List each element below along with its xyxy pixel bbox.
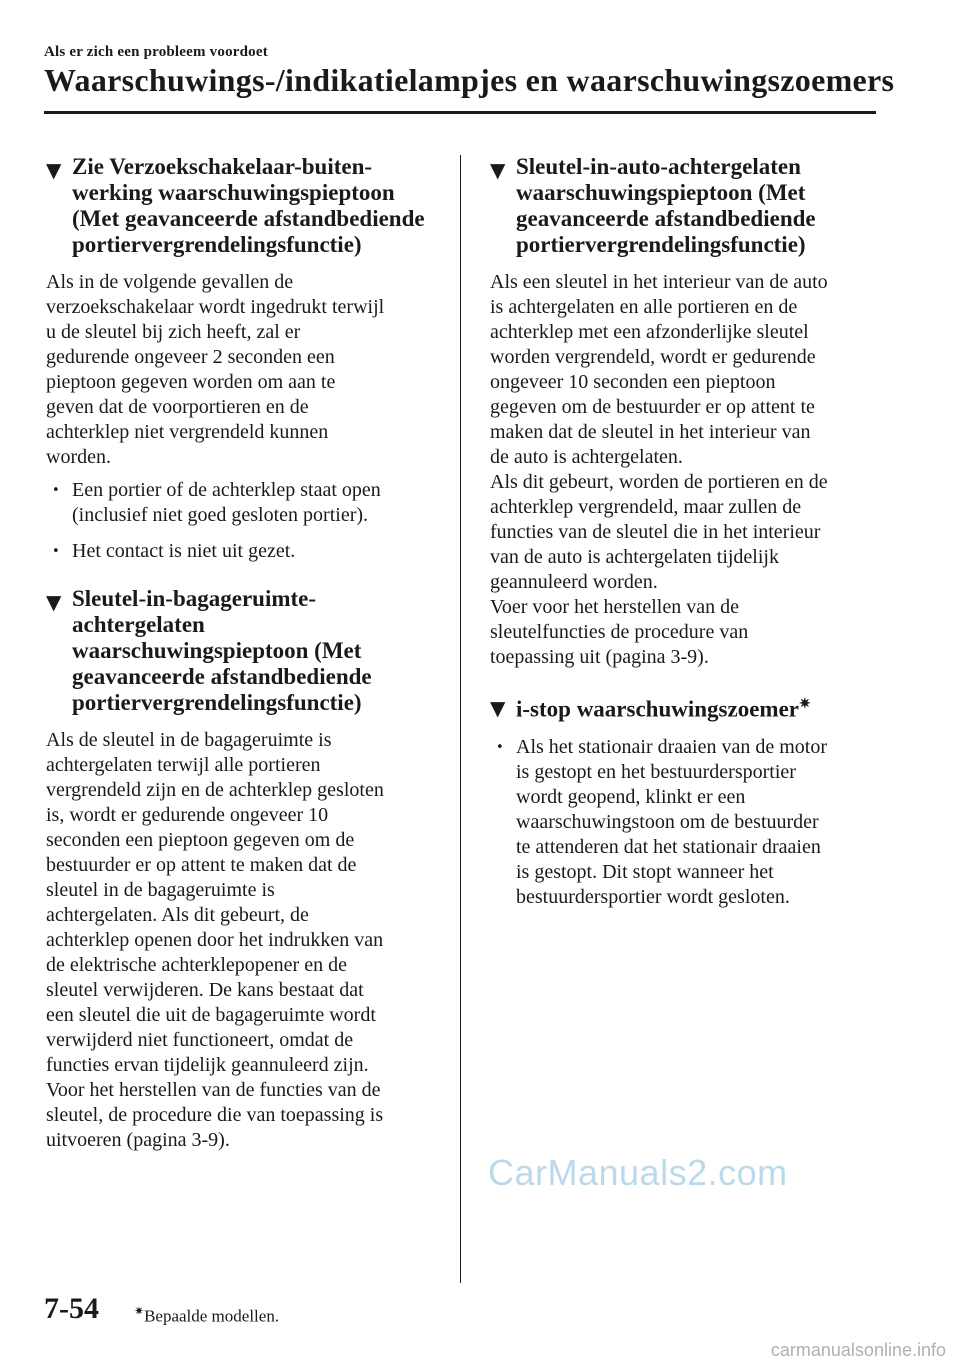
section-title: Zie Verzoekschakelaar-buiten- werking waarschuwingspieptoon (Met geavanceerde afstandbediende portiervergrendelingsfunctie): [72, 154, 425, 257]
list-item: [46, 478, 438, 528]
column-divider: [460, 155, 461, 1283]
section-request-switch-beep: [46, 154, 438, 564]
list-item: [46, 539, 438, 564]
page-number: 7-54: [44, 1292, 99, 1325]
section-body: Als in de volgende gevallen de verzoekschakelaar wordt ingedrukt terwijl u de sleutel bij zich heeft, zal er gedurende ongeveer 2 seconden een pieptoon gegeven worden om aan te geven dat de voorportieren en de achterklep niet vergrendeld kunnen worden.: [46, 271, 385, 468]
site-footer-watermark: carmanualsonline.info: [770, 1340, 946, 1360]
left-column: [46, 154, 438, 1175]
section-key-in-luggage-beep: [46, 586, 438, 1153]
bullet-icon: •: [52, 544, 60, 559]
list-item-text: Een portier of de achterklep staat open (inclusief niet goed gesloten portier).: [72, 479, 381, 526]
breadcrumb: Als er zich een probleem voordoet: [44, 44, 268, 60]
right-column: [490, 154, 882, 932]
bullet-icon: •: [52, 483, 60, 498]
section-title: Sleutel-in-auto-achtergelaten waarschuwingspieptoon (Met geavanceerde afstandbediende portiervergrendelingsfunctie): [516, 154, 816, 257]
section-istop-buzzer: [490, 692, 882, 910]
triangle-marker-icon: ▼: [46, 590, 62, 614]
section-body: Als een sleutel in het interieur van de auto is achtergelaten en alle portieren en de achterklep met een afzonderlijke sleutel worden vergrendeld, wordt er gedurende ongeveer 10 seconden een pieptoon gegeven om de bestuurder er op attent te maken dat de sleutel in het interieur van de auto is achtergelaten. Als dit gebeurt, worden de portieren en de achterklep vergrendeld, maar zullen de functies van de sleutel die in het interieur van de auto is achtergelaten tijdelijk geannuleerd worden. Voer voor het herstellen van de sleutelfuncties de procedure van toepassing uit (pagina 3-9).: [490, 271, 828, 668]
footnote-text: Bepaalde modellen.: [144, 1306, 280, 1326]
triangle-marker-icon: ▼: [46, 158, 62, 182]
footnote: [134, 1304, 279, 1327]
star-icon: ✷: [134, 1304, 145, 1318]
list-item-text: Het contact is niet uit gezet.: [72, 540, 296, 562]
triangle-marker-icon: ▼: [490, 158, 506, 182]
bullet-icon: •: [496, 739, 504, 755]
section-title: Sleutel-in-bagageruimte- achtergelaten waarschuwingspieptoon (Met geavanceerde afstandbediende portiervergrendelingsfunctie): [72, 586, 372, 715]
header-rule: [44, 111, 876, 114]
triangle-marker-icon: ▼: [490, 696, 506, 720]
list-item: [490, 735, 882, 910]
section-heading: [46, 154, 438, 258]
chapter-title: Waarschuwings-/indikatielampjes en waarschuwingszoemers: [44, 62, 895, 98]
section-heading: [490, 154, 882, 258]
section-body: Als de sleutel in de bagageruimte is achtergelaten terwijl alle portieren vergrendeld zijn en de achterklep gesloten is, wordt er gedurende ongeveer 10 seconden een pieptoon gegeven om de bestuurder er op attent te maken dat de sleutel in de bagageruimte is achtergelaten. Als dit gebeurt, de achterklep openen door het indrukken van de elektrische achterklepopener en de sleutel verwijderen. De kans bestaat dat een sleutel die uit de bagageruimte wordt verwijderd niet functioneert, omdat de functies ervan tijdelijk geannuleerd zijn. Voor het herstellen van de functies van de sleutel, de procedure die van toepassing is uitvoeren (pagina 3-9).: [46, 729, 384, 1151]
section-heading: [46, 586, 438, 716]
star-icon: ✷: [799, 697, 811, 712]
watermark-logo: CarManuals2.com: [488, 1152, 788, 1193]
section-title-text: i-stop waarschuwingszoemer: [516, 696, 799, 722]
section-key-in-car-beep: [490, 154, 882, 670]
bullet-list: [46, 478, 438, 564]
section-heading: [490, 692, 882, 723]
bullet-list: [490, 735, 882, 910]
list-item-text: Als het stationair draaien van de motor is gestopt en het bestuurdersportier wordt geopend, klinkt er een waarschuwingstoon om de bestuurder te attenderen dat het stationair draaien is gestopt. Dit stopt wanneer het bestuurdersportier wordt gesloten.: [516, 735, 828, 908]
section-title: [516, 692, 811, 723]
